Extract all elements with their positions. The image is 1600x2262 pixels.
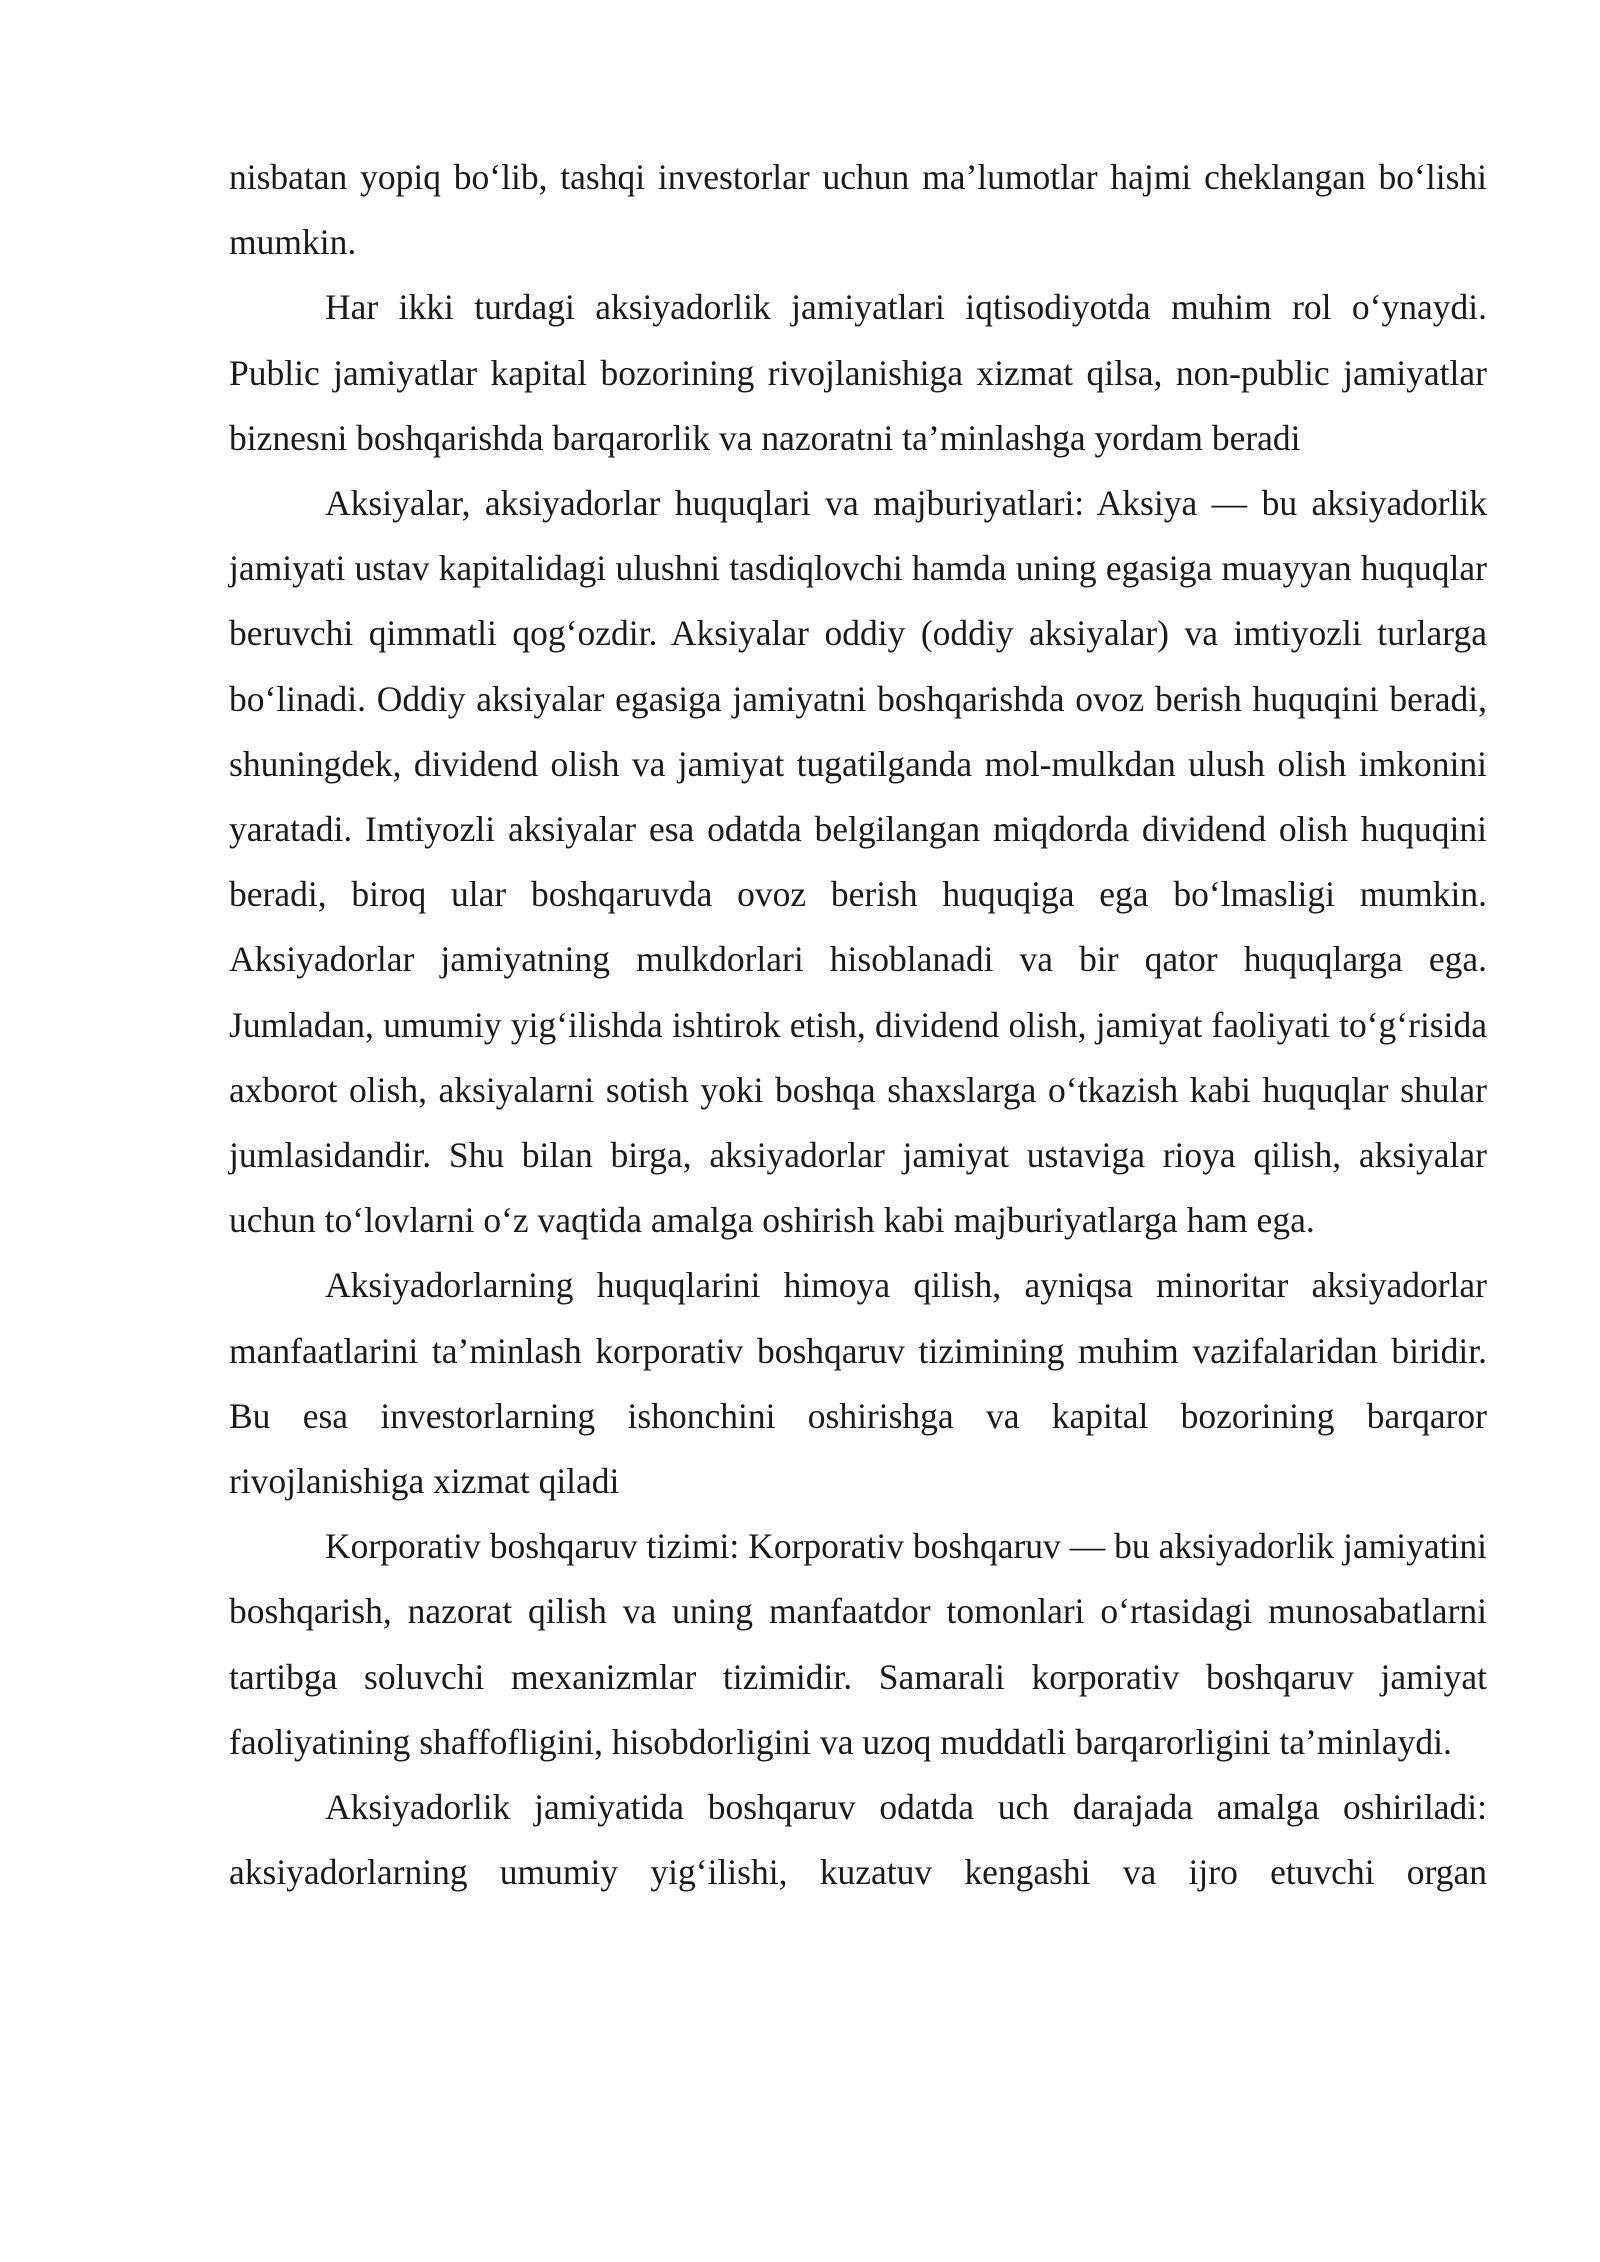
paragraph-company-types-role: Har ikki turdagi aksiyadorlik jamiyatlari iqtisodiyotda muhim rol o‘ynaydi. Public jamiyatlar kapital bozorining rivojlanishiga xizmat qilsa, non-public jamiyatlar biznesni boshqarishda barqarorlik va nazoratni ta’minlashga yordam beradi — [229, 287, 1487, 458]
body-text — [229, 145, 1487, 1905]
paragraph-corporate-governance: Korporativ boshqaruv tizimi: Korporativ boshqaruv — bu aksiyadorlik jamiyatini boshqarish, nazorat qilish va uning manfaatdor tomonlari o‘rtasidagi munosabatlarni tartibga soluvchi mexanizmlar tizimidir. Samarali korporativ boshqaruv jamiyat faoliyatining shaffofligini, hisobdorligini va uzoq muddatli barqarorligini ta’minlaydi. — [229, 1526, 1487, 1762]
paragraph-continuation: nisbatan yopiq bo‘lib, tashqi investorlar uchun ma’lumotlar hajmi cheklangan bo‘lishi mumkin. — [229, 157, 1487, 263]
paragraph-shares-rights: Aksiyalar, aksiyadorlar huquqlari va majburiyatlari: Aksiya — bu aksiyadorlik jamiyati ustav kapitalidagi ulushni tasdiqlovchi hamda uning egasiga muayyan huquqlar beruvchi qimmatli qog‘ozdir. Aksiyalar oddiy (oddiy aksiyalar) va imtiyozli turlarga bo‘linadi. Oddiy aksiyalar egasiga jamiyatni boshqarishda ovoz berish huquqini beradi, shuningdek, dividend olish va jamiyat tugatilganda mol-mulkdan ulush olish imkonini yaratadi. Imtiyozli aksiyalar esa odatda belgilangan miqdorda dividend olish huquqini beradi, biroq ular boshqaruvda ovoz berish huquqiga ega bo‘lmasligi mumkin. Aksiyadorlar jamiyatning mulkdorlari hisoblanadi va bir qator huquqlarga ega. Jumladan, umumiy yig‘ilishda ishtirok etish, dividend olish, jamiyat faoliyati to‘g‘risida axborot olish, aksiyalarni sotish yoki boshqa shaxslarga o‘tkazish kabi huquqlar shular jumlasidandir. Shu bilan birga, aksiyadorlar jamiyat ustaviga rioya qilish, aksiyalar uchun to‘lovlarni o‘z vaqtida amalga oshirish kabi majburiyatlarga ham ega. — [229, 483, 1487, 1241]
paragraph-governance-levels: Aksiyadorlik jamiyatida boshqaruv odatda uch darajada amalga oshiriladi: aksiyadorlarning umumiy yig‘ilishi, kuzatuv kengashi va ijro etuvchi organ — [229, 1787, 1487, 1893]
paragraph-shareholder-protection: Aksiyadorlarning huquqlarini himoya qilish, ayniqsa minoritar aksiyadorlar manfaatlarini ta’minlash korporativ boshqaruv tizimining muhim vazifalaridan biridir. Bu esa investorlarning ishonchini oshirishga va kapital bozorining barqaror rivojlanishiga xizmat qiladi — [229, 1265, 1487, 1502]
